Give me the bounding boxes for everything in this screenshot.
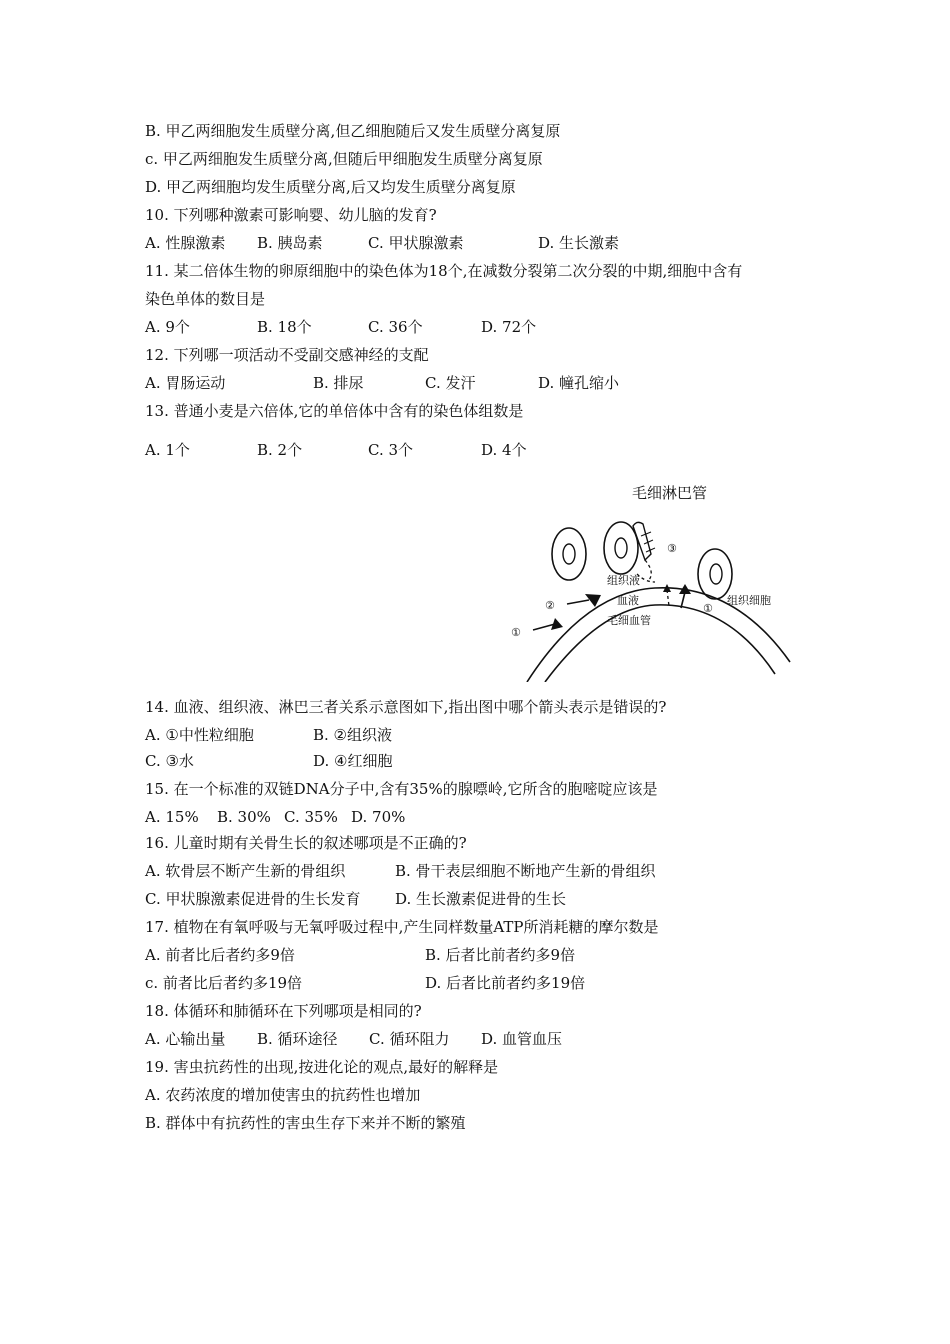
option-10b: B. 胰岛素 [257,234,323,252]
option-18d: D. 血管血压 [481,1030,563,1048]
question-14: 14. 血液、组织液、淋巴三者关系示意图如下,指出图中哪个箭头表示是错误的? [145,698,667,716]
option-13b: B. 2个 [257,441,303,459]
question-12: 12. 下列哪一项活动不受副交感神经的支配 [145,346,429,364]
option-line-9d: D. 甲乙两细胞均发生质壁分离,后又均发生质壁分离复原 [145,178,516,196]
option-12c: C. 发汗 [425,374,476,392]
option-line-9c: c. 甲乙两细胞发生质壁分离,但随后甲细胞发生质壁分离复原 [145,150,543,168]
marker-1-right: ① [703,602,713,615]
question-11: 11. 某二倍体生物的卵原细胞中的染色体为18个,在减数分裂第二次分裂的中期,细胞中含有 [145,262,743,280]
option-12a: A. 胃肠运动 [145,374,226,392]
tissue-cell-right [698,549,732,599]
option-17c: c. 前者比后者约多19倍 [145,974,303,992]
blood-lymph-diagram [505,512,805,682]
option-15b: B. 30% [217,808,271,826]
question-13: 13. 普通小麦是六倍体,它的单倍体中含有的染色体组数是 [145,402,524,420]
marker-2: ② [545,599,555,612]
option-14b: B. ②组织液 [313,726,393,744]
option-15d: D. 70% [351,808,406,826]
option-18b: B. 循环途径 [257,1030,338,1048]
option-14d: D. ④红细胞 [313,752,393,770]
option-19b: B. 群体中有抗药性的害虫生存下来并不断的繁殖 [145,1114,466,1132]
option-18c: C. 循环阻力 [369,1030,450,1048]
option-15c: C. 35% [284,808,338,826]
option-16c: C. 甲状腺激素促进骨的生长发育 [145,890,361,908]
marker-1-left: ① [511,626,521,639]
option-14c: C. ③水 [145,752,194,770]
option-15a: A. 15% [145,808,199,826]
option-11d: D. 72个 [481,318,537,336]
option-16b: B. 骨干表层细胞不断地产生新的骨组织 [395,862,656,880]
option-12b: B. 排尿 [313,374,364,392]
option-13c: C. 3个 [368,441,414,459]
option-16d: D. 生长激素促进骨的生长 [395,890,567,908]
option-10a: A. 性腺激素 [145,234,226,252]
question-19: 19. 害虫抗药性的出现,按进化论的观点,最好的解释是 [145,1058,499,1076]
option-17a: A. 前者比后者约多9倍 [145,946,295,964]
option-11b: B. 18个 [257,318,312,336]
question-16: 16. 儿童时期有关骨生长的叙述哪项是不正确的? [145,834,467,852]
label-capillary: 毛细血管 [607,614,651,627]
question-11-cont: 染色单体的数目是 [145,290,266,308]
question-10: 10. 下列哪种激素可影响婴、幼儿脑的发育? [145,206,437,224]
option-14a: A. ①中性粒细胞 [145,726,254,744]
option-13d: D. 4个 [481,441,527,459]
option-13a: A. 1个 [145,441,190,459]
tissue-cell-left [552,528,586,580]
option-17d: D. 后者比前者约多19倍 [425,974,586,992]
marker-3: ③ [667,542,677,555]
option-12d: D. 幢孔缩小 [538,374,620,392]
option-11a: A. 9个 [145,318,190,336]
question-18: 18. 体循环和肺循环在下列哪项是相同的? [145,1002,422,1020]
lymph-capillary [633,522,651,560]
option-line-9b: B. 甲乙两细胞发生质壁分离,但乙细胞随后又发生质壁分离复原 [145,122,561,140]
option-10d: D. 生长激素 [538,234,620,252]
option-11c: C. 36个 [368,318,423,336]
tissue-cell-middle [604,522,638,574]
option-16a: A. 软骨层不断产生新的骨组织 [145,862,346,880]
label-tissue-fluid: 组织液 [607,574,640,587]
capillary-inner-wall [545,605,775,682]
option-17b: B. 后者比前者约多9倍 [425,946,576,964]
option-18a: A. 心输出量 [145,1030,226,1048]
option-10c: C. 甲状腺激素 [368,234,464,252]
option-19a: A. 农药浓度的增加使害虫的抗药性也增加 [145,1086,421,1104]
question-15: 15. 在一个标准的双链DNA分子中,含有35%的腺嘌岭,它所含的胞嘧啶应该是 [145,780,658,798]
label-tissue-cell: 组织细胞 [727,594,771,607]
question-17: 17. 植物在有氧呼吸与无氧呼吸过程中,产生同样数量ATP所消耗糖的摩尔数是 [145,918,659,936]
diagram-title: 毛细淋巴管 [632,484,708,502]
label-blood: 血液 [617,594,639,607]
